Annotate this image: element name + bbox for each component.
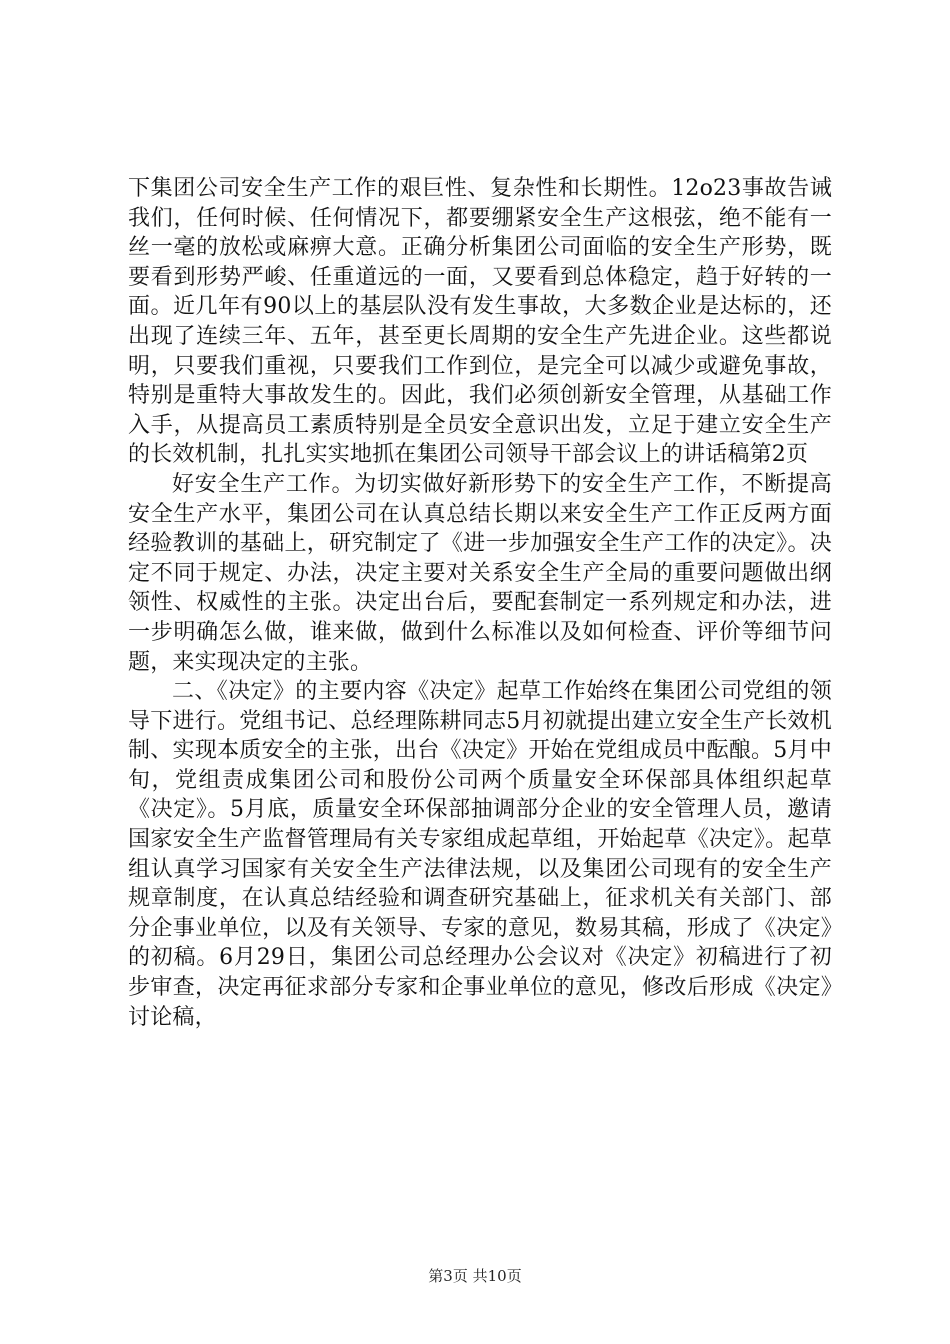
paragraph-2: 好安全生产工作。为切实做好新形势下的安全生产工作，不断提高安全生产水平，集团公司在认真总结长期以来安全生产工作正反两方面经验教训的基础上，研究制定了《进一步加强安全生产工作的决定》。决定不同于规定、办法，决定主要对关系安全生产全局的重要问题做出纲领性、权威性的主张。决定出台后，要配套制定一系列规定和办法，进一步明确怎么做，谁来做，做到什么标准以及如何检查、评价等细节问题，来实现决定的主张。 xyxy=(128,471,832,675)
document-body xyxy=(128,174,832,1032)
paragraph-1: 下集团公司安全生产工作的艰巨性、复杂性和长期性。12o23事故告诫我们，任何时候、任何情况下，都要绷紧安全生产这根弦，绝不能有一丝一毫的放松或麻痹大意。正确分析集团公司面临的安全生产形势，既要看到形势严峻、任重道远的一面，又要看到总体稳定，趋于好转的一面。近几年有90以上的基层队没有发生事故，大多数企业是达标的，还出现了连续三年、五年，甚至更长周期的安全生产先进企业。这些都说明，只要我们重视，只要我们工作到位，是完全可以减少或避免事故，特别是重特大事故发生的。因此，我们必须创新安全管理，从基础工作入手，从提高员工素质特别是全员安全意识出发，立足于建立安全生产的长效机制，扎扎实实地抓在集团公司领导干部会议上的讲话稿第2页 xyxy=(128,176,832,468)
paragraph-3: 二、《决定》的主要内容《决定》起草工作始终在集团公司党组的领导下进行。党组书记、总经理陈耕同志5月初就提出建立安全生产长效机制、实现本质安全的主张，出台《决定》开始在党组成员中酝酿。5月中旬，党组责成集团公司和股份公司两个质量安全环保部具体组织起草《决定》。5月底，质量安全环保部抽调部分企业的安全管理人员，邀请国家安全生产监督管理局有关专家组成起草组，开始起草《决定》。起草组认真学习国家有关安全生产法律法规，以及集团公司现有的安全生产规章制度，在认真总结经验和调查研究基础上，征求机关有关部门、部分企事业单位，以及有关领导、专家的意见，数易其稿，形成了《决定》的初稿。6月29日，集团公司总经理办公会议对《决定》初稿进行了初步审查，决定再征求部分专家和企事业单位的意见，修改后形成《决定》讨论稿， xyxy=(128,679,832,1030)
page-footer: 第3页 共10页 xyxy=(428,1267,522,1285)
